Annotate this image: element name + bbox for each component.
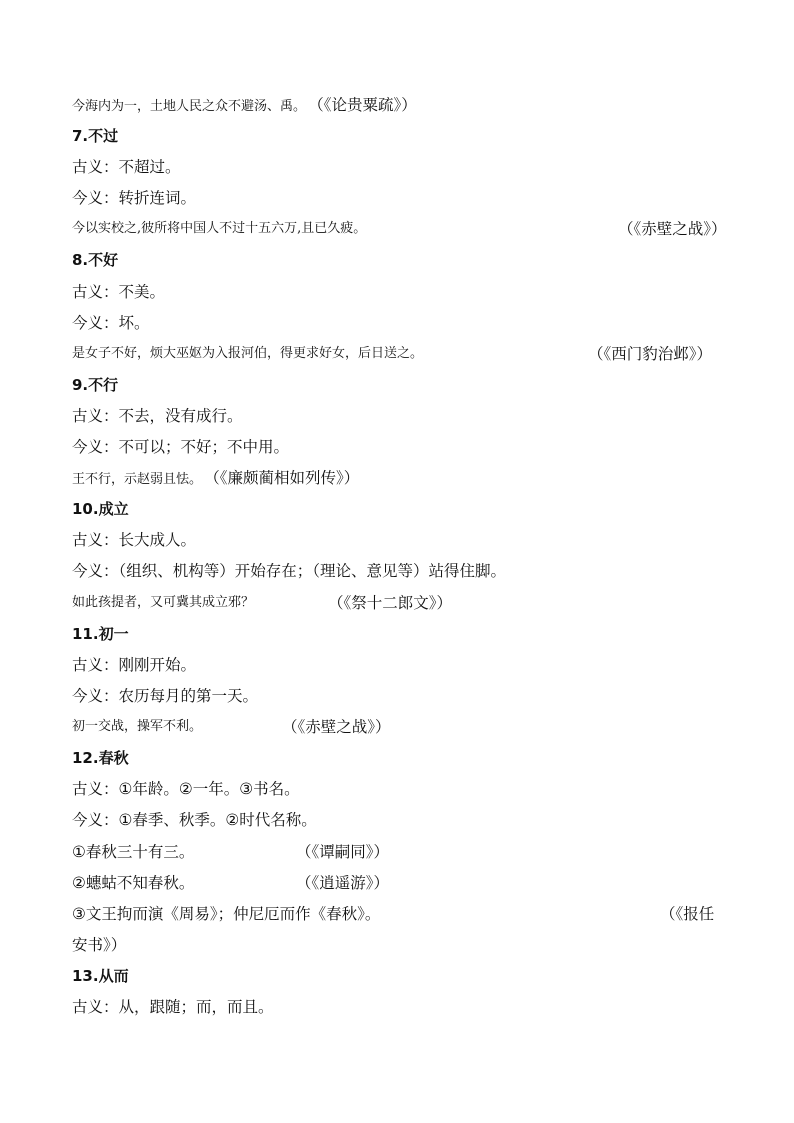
entry-heading: 8.不好 <box>72 251 119 269</box>
entry-heading: 10.成立 <box>72 500 129 518</box>
modern-meaning: 今义：（组织、机构等）开始存在；（理论、意见等）站得住脚。 <box>72 562 507 580</box>
example-sentence <box>72 468 359 490</box>
modern-meaning: 今义：不可以；不好；不中用。 <box>72 438 290 456</box>
source-citation: （《赤壁之战》） <box>282 718 391 736</box>
entry-heading: 9.不行 <box>72 376 119 394</box>
source-citation: （《谭嗣同》） <box>296 843 390 861</box>
example-sentence: ③文王拘而演《周易》；仲尼厄而作《春秋》。 <box>72 905 381 923</box>
example-sentence: ①春秋三十有三。 <box>72 843 195 861</box>
ancient-meaning: 古义：从，跟随；而，而且。 <box>72 998 274 1016</box>
example-sentence: ②蟪蛄不知春秋。 <box>72 874 195 892</box>
source-citation: （《西门豹治邺》） <box>588 345 713 363</box>
example-sentence: 是女子不好，烦大巫妪为入报河伯，得更求好女，后日送之。 <box>72 346 424 361</box>
ancient-meaning: 古义：不超过。 <box>72 158 181 176</box>
modern-meaning: 今义：农历每月的第一天。 <box>72 687 259 705</box>
entry-heading: 11.初一 <box>72 625 129 643</box>
ancient-meaning: 古义：长大成人。 <box>72 531 197 549</box>
example-sentence: 今以实校之,彼所将中国人不过十五六万,且已久疲。 <box>72 221 367 236</box>
entry-heading: 12.春秋 <box>72 749 129 767</box>
quote-text: 王不行，示赵弱且怯。 <box>72 472 203 487</box>
ancient-meaning: 古义：不去，没有成行。 <box>72 407 243 425</box>
modern-meaning: 今义：①春季、秋季。②时代名称。 <box>72 811 317 829</box>
source-citation: （《论贵粟疏》） <box>316 96 417 114</box>
modern-meaning: 今义：坏。 <box>72 314 150 332</box>
example-sentence: 初一交战，操军不利。 <box>72 719 203 734</box>
source-citation: （《逍遥游》） <box>296 874 390 892</box>
source-citation: （《报任 <box>660 905 715 923</box>
source-citation: （《赤壁之战》） <box>618 220 727 238</box>
entry-heading: 7.不过 <box>72 127 119 145</box>
ancient-meaning: 古义：①年龄。②一年。③书名。 <box>72 780 300 798</box>
example-sentence: 如此孩提者，又可冀其成立邪？ <box>72 595 255 610</box>
quote-text: 今海内为一，土地人民之众不避汤、禹。 <box>72 99 307 114</box>
source-citation-continued: 安书》） <box>72 936 127 954</box>
modern-meaning: 今义：转折连词。 <box>72 189 197 207</box>
ancient-meaning: 古义：刚刚开始。 <box>72 656 197 674</box>
entry-heading: 13.从而 <box>72 967 129 985</box>
source-citation: （《祭十二郎文》） <box>328 594 453 612</box>
source-citation: （《廉颇蔺相如列传》） <box>212 469 360 487</box>
example-sentence <box>72 95 417 117</box>
ancient-meaning: 古义：不美。 <box>72 283 166 301</box>
